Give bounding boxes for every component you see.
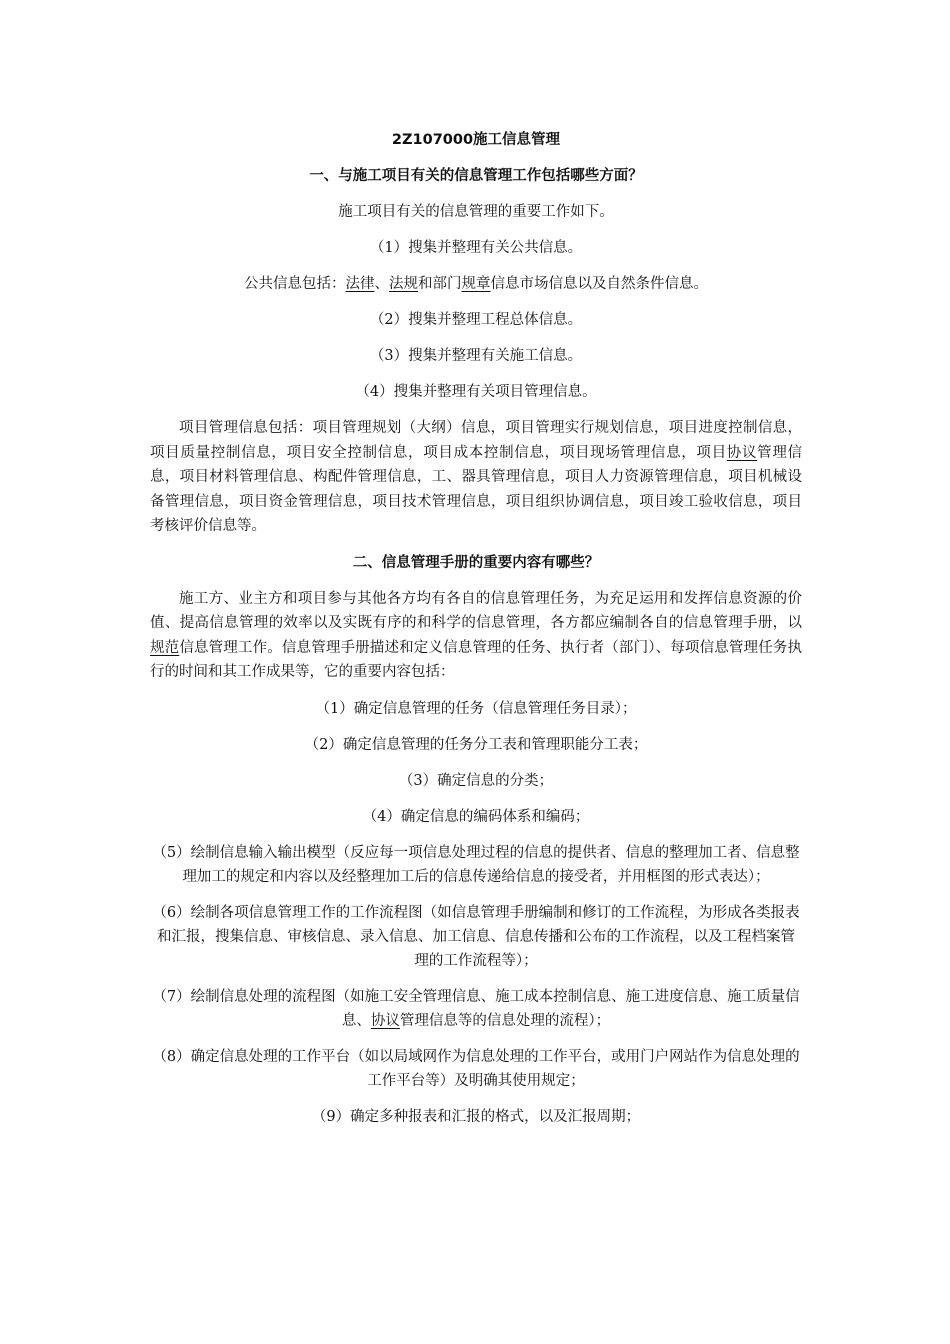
section2-item8: （8）确定信息处理的工作平台（如以局域网作为信息处理的工作平台，或用门户网站作为信息处理的工作平台等）及明确其使用规定； [152,1048,800,1089]
section2-item9: （9）确定多种报表和汇报的格式，以及汇报周期； [311,1108,641,1125]
section1-intro: 施工项目有关的信息管理的重要工作如下。 [338,204,614,220]
agreement-link[interactable]: 协议 [726,444,758,461]
law-link[interactable]: 法律 [345,276,375,292]
section1-item4: （4）搜集并整理有关项目管理信息。 [355,384,597,400]
section2-heading: 二、信息管理手册的重要内容有哪些？ [352,554,600,571]
section2-item7 [150,985,802,1033]
section1-heading: 一、与施工项目有关的信息管理工作包括哪些方面？ [309,168,643,184]
section2-item4: （4）确定信息的编码体系和编码； [362,808,590,825]
item7-text-part1: （7）绘制信息处理的流程图（如施工安全管理信息、施工成本控制信息、施工进度信息、施工质量信息、 [152,988,800,1029]
section2-item2: （2）确定信息管理的任务分工表和管理职能分工表； [304,736,648,753]
public-info-mid: 和部门 [418,276,462,292]
section1-item1: （1）搜集并整理有关公共信息。 [369,240,583,256]
section2-item3: （3）确定信息的分类； [398,772,554,789]
regulation-link[interactable]: 法规 [389,276,418,292]
section2-paragraph [150,587,802,685]
public-info-line [150,272,802,296]
pm-text-part2: 管理信息，项目材料管理信息、构配件管理信息，工、器具管理信息，项目人力资源管理信息，项目机械设备管理信息，项目资金管理信息，项目技术管理信息，项目组织协调信息，项目竣工验收信息，项目考核评价信息等。 [150,444,803,534]
section2-item1: （1）确定信息管理的任务（信息管理任务目录）； [315,700,637,717]
project-management-info-paragraph [150,416,802,539]
public-info-suffix: 信息市场信息以及自然条件信息。 [490,276,708,292]
s2-text-part2: 信息管理工作。信息管理手册描述和定义信息管理的任务、执行者（部门）、每项信息管理任务执行的时间和其工作成果等，它的重要内容包括： [150,639,803,680]
document-body [150,128,802,1141]
section2-item5: （5）绘制信息输入输出模型（反应每一项信息处理过程的信息的提供者、信息的整理加工者、信息整理加工的规定和内容以及经整理加工后的信息传递给信息的接受者，并用框图的形式表达）； [152,844,800,885]
section2-item6: （6）绘制各项信息管理工作的工作流程图（如信息管理手册编制和修订的工作流程，为形成各类报表和汇报，搜集信息、审核信息、录入信息、加工信息、信息传播和公布的工作流程，以及工程档案管理的工作流程等）； [152,904,800,969]
pm-text-part1: 项目管理信息包括：项目管理规划（大纲）信息，项目管理实行规划信息，项目进度控制信息，项目质量控制信息，项目安全控制信息，项目成本控制信息，项目现场管理信息，项目 [150,420,802,461]
section1-item2: （2）搜集并整理工程总体信息。 [369,312,583,328]
s2-text-part1: 施工方、业主方和项目参与其他各方均有各自的信息管理任务，为充足运用和发挥信息资源的价值、提高信息管理的效率以及实既有序的和科学的信息管理，各方都应编制各自的信息管理手册，以 [150,590,802,631]
rules-link[interactable]: 规章 [461,276,491,292]
item7-agreement-link[interactable]: 协议 [370,1012,400,1029]
document-title: 2Z107000施工信息管理 [391,132,561,148]
section1-item3: （3）搜集并整理有关施工信息。 [369,348,583,364]
public-info-sep: 、 [374,276,389,292]
standard-link[interactable]: 规范 [150,639,180,656]
item7-text-part2: 管理信息等的信息处理的流程）； [399,1012,611,1029]
public-info-prefix: 公共信息包括： [244,276,346,292]
